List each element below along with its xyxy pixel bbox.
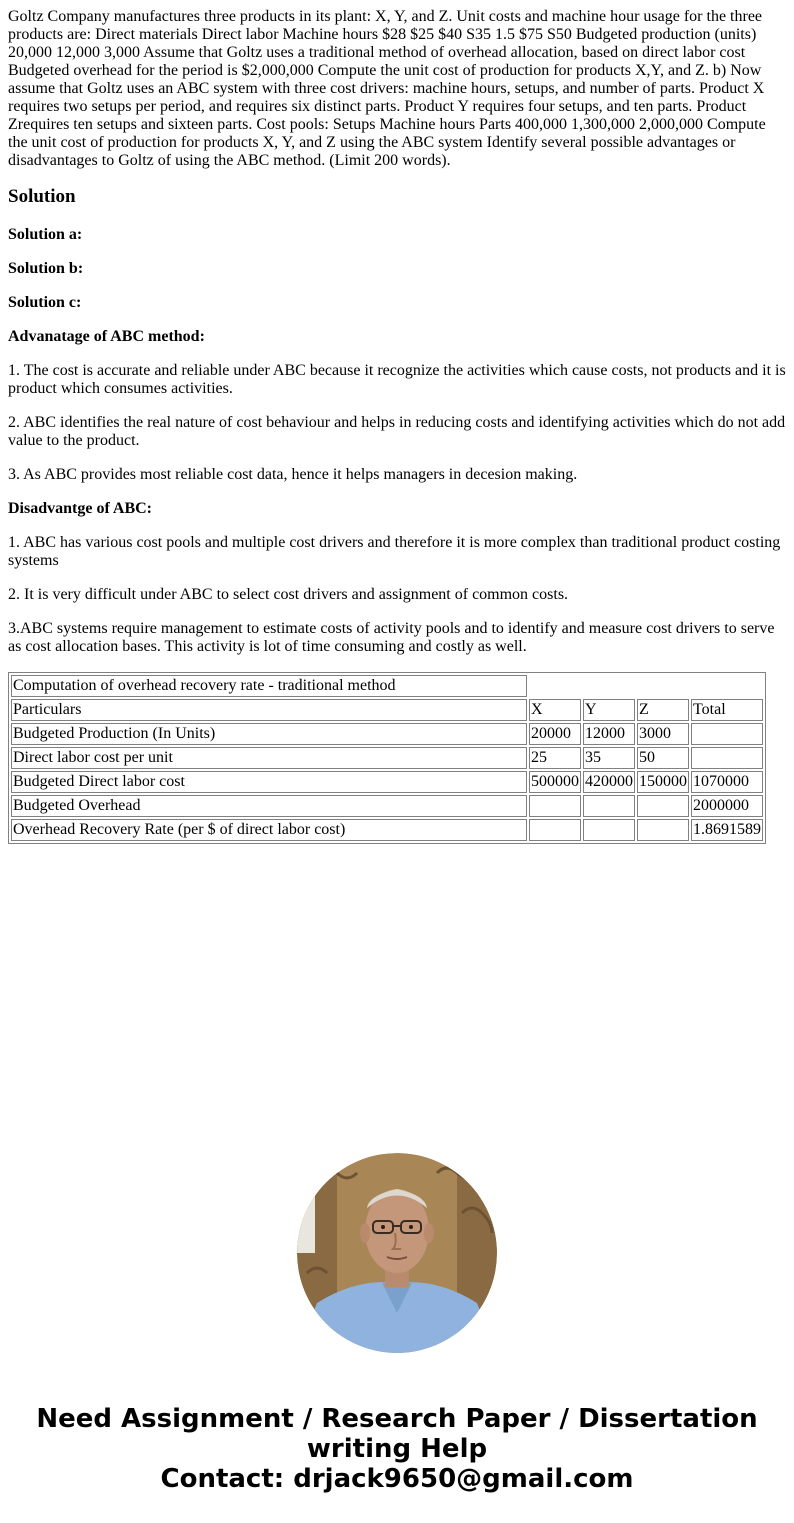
disadvantage-item: 3.ABC systems require management to estimate costs of activity pools and to identify and measure cost drivers to serve as cost allocation bases. This activity is lot of time consuming and costly as well. (8, 620, 775, 655)
table-cell: 500000 (529, 771, 581, 793)
table-cell (691, 747, 763, 769)
advantage-item: 1. The cost is accurate and reliable under ABC because it recognize the activities which cause costs, not products and it is product which consumes activities. (8, 362, 786, 397)
table-cell: 35 (583, 747, 635, 769)
table-cell (691, 723, 763, 745)
table-cell: 150000 (637, 771, 689, 793)
advantage-item: 2. ABC identifies the real nature of cost behaviour and helps in reducing costs and identifying activities which do not add value to the product. (8, 414, 786, 449)
table-cell: Direct labor cost per unit (11, 747, 527, 769)
author-photo (297, 1153, 497, 1353)
advantages-heading: Advanatage of ABC method: (8, 328, 205, 345)
disadvantage-item: 2. It is very difficult under ABC to select cost drivers and assignment of common costs. (8, 586, 569, 603)
table-cell (529, 819, 581, 841)
author-photo-icon (297, 1153, 497, 1353)
table-header-row (11, 699, 763, 721)
solution-a-label: Solution a: (8, 226, 83, 243)
table-title-row (11, 675, 763, 697)
table-cell (637, 795, 689, 817)
table-cell: 1070000 (691, 771, 763, 793)
table-cell (637, 819, 689, 841)
table-header-cell: Particulars (11, 699, 527, 721)
table-cell (529, 795, 581, 817)
table-row (11, 795, 763, 817)
table-cell: Budgeted Direct labor cost (11, 771, 527, 793)
table-row (11, 723, 763, 745)
advantage-item: 3. As ABC provides most reliable cost data, hence it helps managers in decesion making. (8, 466, 578, 483)
disadvantages-heading: Disadvantge of ABC: (8, 500, 153, 517)
table-cell: Overhead Recovery Rate (per $ of direct labor cost) (11, 819, 527, 841)
table-cell: 3000 (637, 723, 689, 745)
footer-banner (0, 1404, 794, 1494)
table-row (11, 747, 763, 769)
solution-heading: Solution (8, 186, 76, 207)
table-cell: Budgeted Production (In Units) (11, 723, 527, 745)
table-cell: 420000 (583, 771, 635, 793)
table-cell (583, 819, 635, 841)
table-cell: 1.8691589 (691, 819, 763, 841)
solution-b-label: Solution b: (8, 260, 84, 277)
table-cell: 12000 (583, 723, 635, 745)
footer-line: writing Help (306, 1434, 488, 1464)
table-cell: 25 (529, 747, 581, 769)
table-header-cell: Y (583, 699, 635, 721)
table-cell: Budgeted Overhead (11, 795, 527, 817)
disadvantage-item: 1. ABC has various cost pools and multiple cost drivers and therefore it is more complex than traditional product costing systems (8, 534, 781, 569)
table-cell: 50 (637, 747, 689, 769)
question-text: Goltz Company manufactures three products in its plant: X, Y, and Z. Unit costs and machine hour usage for the three products are: Direct materials Direct labor Machine hours $28 $25 $40 S35 1.5 $75 S50 Budgeted production (units) 20,000 12,000 3,000 Assume that Goltz uses a traditional method of overhead allocation, based on direct labor cost Budgeted overhead for the period is $2,000,000 Compute the unit cost of production for products X,Y, and Z. b) Now assume that Goltz uses an ABC system with three cost drivers: machine hours, setups, and number of parts. Product X requires two setups per period, and requires six distinct parts. Product Y requires four setups, and ten parts. Product Zrequires ten setups and sixteen parts. Cost pools: Setups Machine hours Parts 400,000 1,300,000 2,000,000 Compute the unit cost of production for products X, Y, and Z using the ABC system Identify several possible advantages or disadvantages to Goltz of using the ABC method. (Limit 200 words). (8, 8, 766, 169)
table-header-cell: Z (637, 699, 689, 721)
document-body (8, 8, 788, 844)
table-cell (583, 795, 635, 817)
footer-line: Need Assignment / Research Paper / Dissertation (36, 1404, 758, 1434)
overhead-table (8, 672, 766, 844)
table-title: Computation of overhead recovery rate - traditional method (11, 675, 527, 697)
table-header-cell: X (529, 699, 581, 721)
table-header-cell: Total (691, 699, 763, 721)
table-row (11, 771, 763, 793)
table-cell: 20000 (529, 723, 581, 745)
table-cell: 2000000 (691, 795, 763, 817)
table-row (11, 819, 763, 841)
footer-contact: Contact: drjack9650@gmail.com (160, 1464, 634, 1494)
solution-c-label: Solution c: (8, 294, 82, 311)
